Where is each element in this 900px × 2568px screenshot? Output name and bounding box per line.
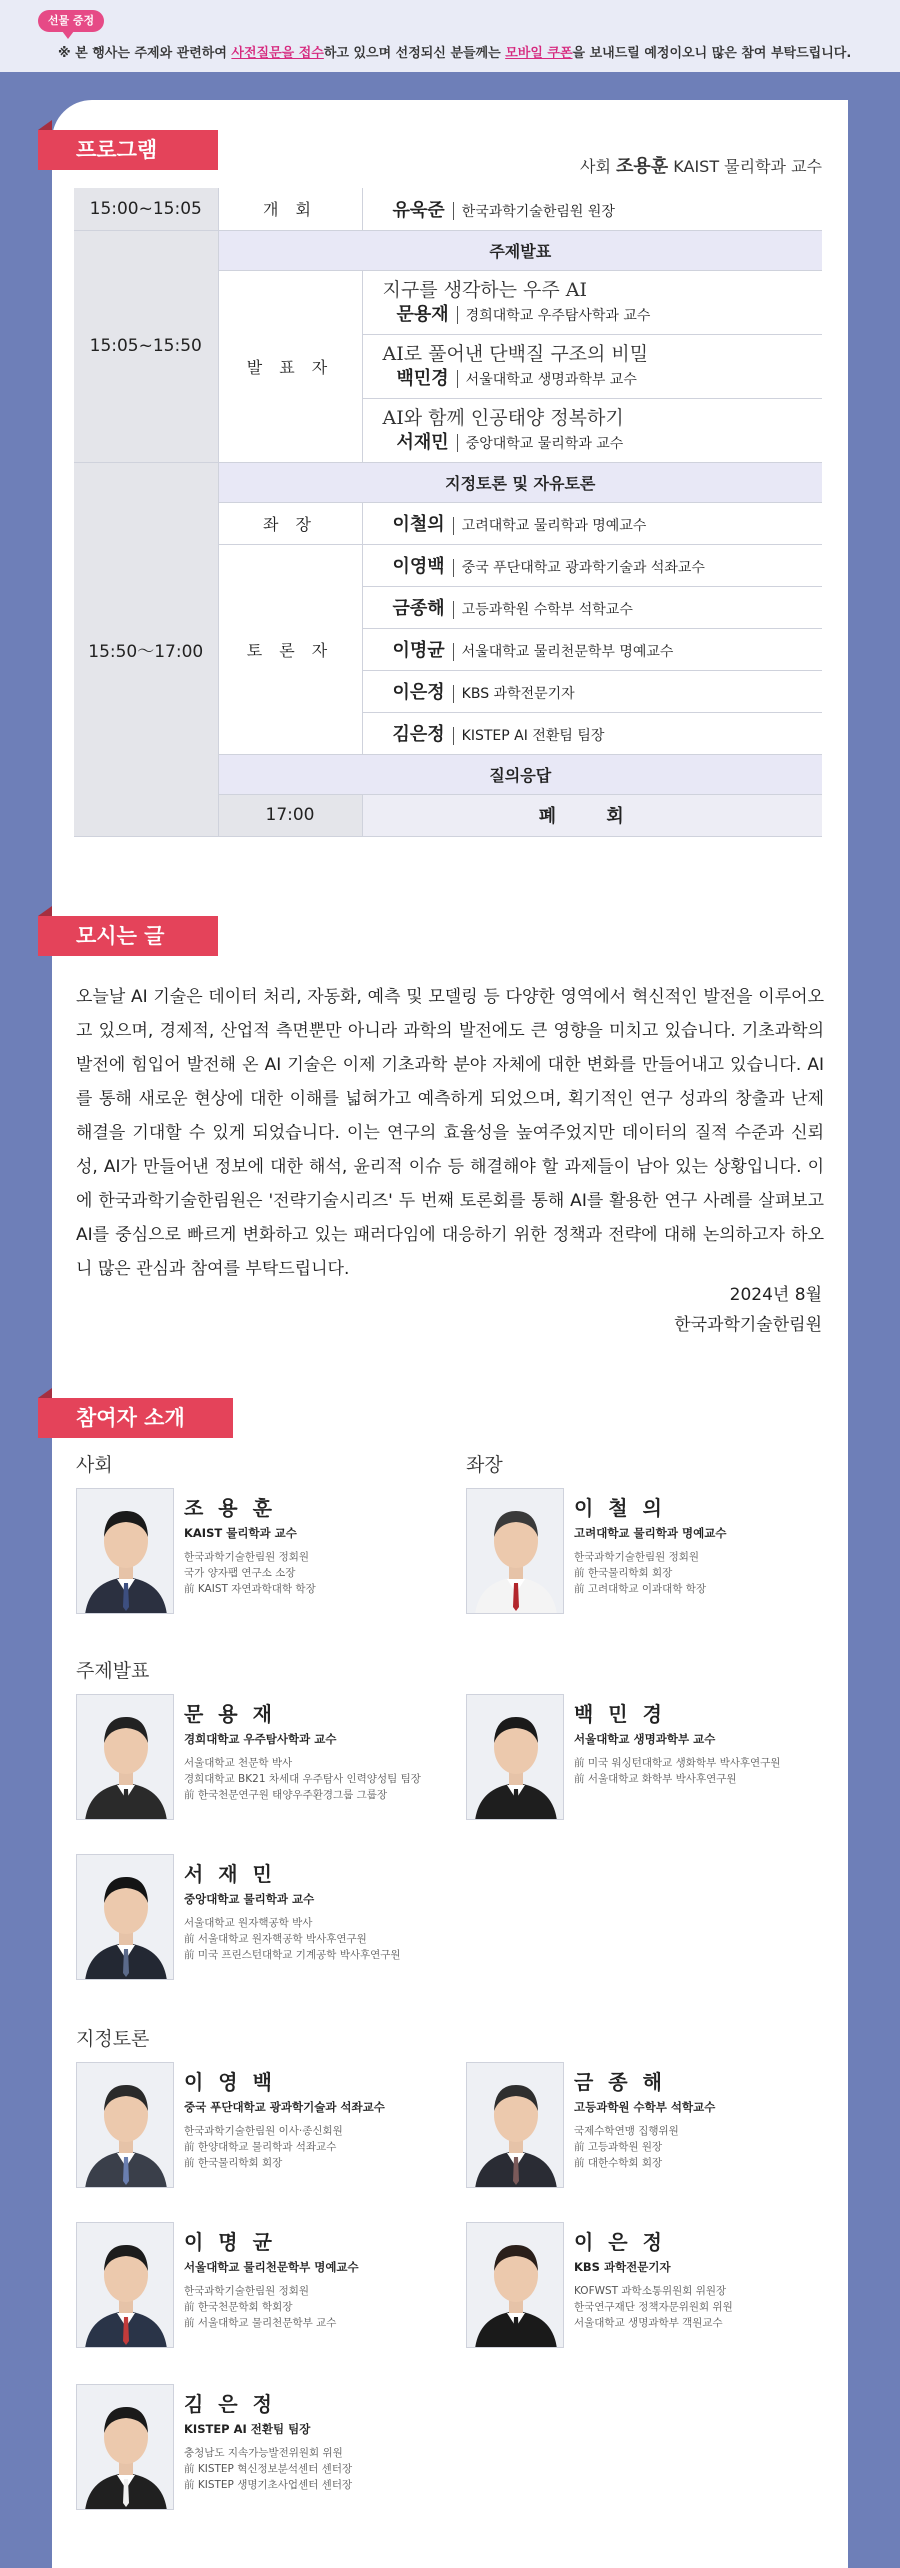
person-cell — [362, 544, 822, 586]
participant-career-line: 前 한국천문연구원 태양우주환경그룹 그룹장 — [184, 1789, 388, 1801]
participant-career-line: 충청남도 지속가능발전위원회 위원 — [184, 2447, 343, 2459]
moderator-prefix: 사회 — [580, 157, 611, 176]
participant-career-line: 前 서울대학교 물리천문학부 교수 — [184, 2317, 337, 2329]
program-section-tab: 프로그램 — [38, 130, 218, 170]
greeting-body: 오늘날 AI 기술은 데이터 처리, 자동화, 예측 및 모델링 등 다양한 영역에서 혁신적인 발전을 이루어오고 있으며, 경제적, 산업적 측면뿐만 아니라 과학의 발전에도 큰 영향을 미치고 있습니다. 기초과학의 발전에 힘입어 발전해 온 AI 기술은 이제 기초과학 분야 자체에 대한 변화를 만들어내고 있습니다. AI를 통해 새로운 현상에 대한 이해를 넓혀가고 예측하게 되었으며, 획기적인 연구 성과의 창출과 난제 해결을 기대할 수 있게 되었습니다. 이는 연구의 효율성을 높여주었지만 데이터의 질적 수준과 신뢰성, AI가 만들어낸 정보에 대한 해석, 윤리적 이슈 등 해결해야 할 과제들이 남아 있는 상황입니다. 이에 한국과학기술한림원은 '전략기술시리즈' 두 번째 토론회를 통해 AI를 활용한 연구 사례를 살펴보고 AI를 중심으로 빠르게 변화하고 있는 패러다임에 대응하기 위한 정책과 전략에 대해 논의하고자 하오니 많은 관심과 참여를 부탁드립니다. — [76, 987, 824, 1279]
talk-title: 지구를 생각하는 우주 AI — [382, 278, 588, 301]
qa-row: 질의응답 — [218, 754, 822, 794]
person-name: 이은정 — [392, 682, 445, 703]
participant-card — [466, 1488, 826, 1618]
participant-career-line: 前 KAIST 자연과학대학 학장 — [184, 1583, 316, 1595]
person-name: 이명균 — [392, 640, 445, 661]
participant-info — [574, 2226, 826, 2331]
section-header: 주제발표 — [218, 230, 822, 270]
notice-highlight-coupon: 모바일 쿠폰 — [505, 46, 573, 61]
group-title-panel: 지정토론 — [76, 2028, 150, 2050]
participant-career-line: 前 대한수학회 회장 — [574, 2157, 663, 2169]
participant-title: 서울대학교 생명과학부 교수 — [574, 1732, 716, 1746]
talk-cell — [362, 334, 822, 398]
participant-title: 중국 푸단대학교 광과학기술과 석좌교수 — [184, 2100, 385, 2114]
participant-career-line: 한국연구재단 정책자문위원회 위원 — [574, 2301, 733, 2313]
participant-name: 백 민 경 — [574, 1702, 666, 1726]
participant-info — [184, 2388, 436, 2493]
participant-name: 문 용 재 — [184, 1702, 276, 1726]
person-name: 김은정 — [392, 724, 445, 745]
talk-cell — [362, 270, 822, 334]
participant-career-line: 한국과학기술한림원 정회원 — [184, 2285, 310, 2297]
participant-career-line: 서울대학교 생명과학부 객원교수 — [574, 2317, 723, 2329]
participant-info — [184, 2226, 436, 2331]
group-title-moderator: 사회 — [76, 1454, 113, 1476]
notice-text — [58, 42, 851, 61]
participant-name: 조 용 훈 — [184, 1496, 276, 1520]
participants-section-tab: 참여자 소개 — [38, 1398, 233, 1438]
participant-career — [184, 2123, 436, 2171]
section-header: 지정토론 및 자유토론 — [218, 462, 822, 502]
participant-career-line: 서울대학교 원자핵공학 박사 — [184, 1917, 313, 1929]
participant-info — [574, 2066, 826, 2171]
participant-name: 서 재 민 — [184, 1862, 276, 1886]
participant-career-line: 서울대학교 천문학 박사 — [184, 1757, 293, 1769]
participant-info — [184, 2066, 436, 2171]
participant-career-line: KOFWST 과학소통위원회 위원장 — [574, 2285, 727, 2297]
time-cell: 15:05~15:50 — [74, 230, 218, 462]
program-table — [74, 188, 822, 837]
participant-info — [184, 1858, 436, 1963]
participant-career-line: 前 미국 프린스턴대학교 기계공학 박사후연구원 — [184, 1949, 401, 1961]
participant-career-line: 前 한양대학교 물리학과 석좌교수 — [184, 2141, 337, 2153]
participant-title: KISTEP AI 전환팀 팀장 — [184, 2422, 311, 2436]
person-affil: KBS 과학전문기자 — [461, 686, 575, 702]
table-row — [74, 462, 822, 502]
participant-career-line: 한국과학기술한림원 정회원 — [184, 1551, 310, 1563]
participant-card — [76, 1854, 436, 1984]
participant-card — [466, 2222, 826, 2352]
participant-title: 고등과학원 수학부 석학교수 — [574, 2100, 716, 2114]
participant-photo — [466, 1694, 564, 1820]
participant-card — [76, 1488, 436, 1618]
person-affil: KISTEP AI 전환팀 팀장 — [461, 728, 605, 744]
participant-card — [466, 1694, 826, 1824]
participant-info — [574, 1698, 826, 1787]
participant-card — [76, 2384, 436, 2514]
participant-info — [184, 1492, 436, 1597]
participant-name: 이 영 백 — [184, 2070, 276, 2094]
participant-photo — [466, 2222, 564, 2348]
participant-title: 고려대학교 물리학과 명예교수 — [574, 1526, 727, 1540]
participant-name: 이 은 정 — [574, 2230, 666, 2254]
person-affil: 고려대학교 물리학과 명예교수 — [461, 518, 647, 534]
participant-career-line: 前 서울대학교 원자핵공학 박사후연구원 — [184, 1933, 367, 1945]
greeting-signature — [674, 1280, 822, 1340]
participant-photo — [76, 1694, 174, 1820]
participant-title: KAIST 물리학과 교수 — [184, 1526, 297, 1540]
person-affil: 고등과학원 수학부 석학교수 — [461, 602, 633, 618]
participant-card — [76, 2222, 436, 2352]
participant-title: 서울대학교 물리천문학부 명예교수 — [184, 2260, 359, 2274]
group-title-topic: 주제발표 — [76, 1660, 150, 1682]
participant-card — [76, 2062, 436, 2192]
participant-career — [184, 2445, 436, 2493]
role-cell: 토 론 자 — [218, 544, 362, 754]
talk-title: AI로 풀어낸 단백질 구조의 비밀 — [382, 342, 649, 365]
group-title-chair: 좌장 — [466, 1454, 503, 1476]
participant-career-line: 한국과학기술한림원 이사·종신회원 — [184, 2125, 343, 2137]
notice-text-part: 을 보내드릴 예정이오니 많은 참여 부탁드립니다. — [572, 46, 852, 61]
time-cell: 15:50～17:00 — [74, 462, 218, 836]
notice-text-part: 하고 있으며 선정되신 분들께는 — [323, 46, 506, 61]
person-name: 이영백 — [392, 556, 445, 577]
moderator-name: 조용훈 — [616, 156, 669, 177]
participant-career-line: 前 KISTEP 혁신정보분석센터 센터장 — [184, 2463, 353, 2475]
participant-career-line: 한국과학기술한림원 정회원 — [574, 1551, 700, 1563]
participant-career — [184, 1755, 436, 1803]
participant-career — [574, 2283, 826, 2331]
participant-career — [574, 1755, 826, 1787]
role-cell: 좌 장 — [218, 502, 362, 544]
moderator-affil: KAIST 물리학과 교수 — [673, 157, 822, 176]
participant-title: KBS 과학전문기자 — [574, 2260, 671, 2274]
person-name: 백민경 — [396, 367, 449, 389]
person-affil: 서울대학교 물리천문학부 명예교수 — [461, 644, 674, 660]
participant-career-line: 前 한국물리학회 회장 — [184, 2157, 283, 2169]
participant-career — [184, 1549, 436, 1597]
participant-career — [184, 2283, 436, 2331]
participant-career — [184, 1915, 436, 1963]
participant-career-line: 국가 양자팹 연구소 소장 — [184, 1567, 296, 1579]
participant-photo — [76, 2384, 174, 2510]
participant-name: 김 은 정 — [184, 2392, 276, 2416]
table-row — [74, 230, 822, 270]
greeting-section-tab: 모시는 글 — [38, 916, 218, 956]
participant-name: 금 종 해 — [574, 2070, 666, 2094]
gift-badge: 선물 증정 — [38, 10, 104, 32]
person-cell — [362, 188, 822, 230]
participant-photo — [466, 2062, 564, 2188]
participant-career — [574, 1549, 826, 1597]
greeting-org: 한국과학기술한림원 — [674, 1315, 822, 1335]
person-name: 이철의 — [392, 514, 445, 535]
talk-cell — [362, 398, 822, 462]
participant-career-line: 前 미국 워싱턴대학교 생화학부 박사후연구원 — [574, 1757, 781, 1769]
participant-career-line: 前 고려대학교 이과대학 학장 — [574, 1583, 707, 1595]
participant-photo — [466, 1488, 564, 1614]
participant-career-line: 前 한국천문학회 학회장 — [184, 2301, 293, 2313]
person-cell — [362, 628, 822, 670]
greeting-date: 2024년 8월 — [729, 1285, 822, 1305]
role-cell: 발 표 자 — [218, 270, 362, 462]
participant-career-line: 前 서울대학교 화학부 박사후연구원 — [574, 1773, 737, 1785]
person-name: 금종해 — [392, 598, 445, 619]
notice-text-part: ※ 본 행사는 주제와 관련하여 — [58, 46, 232, 61]
time-cell: 15:00~15:05 — [74, 188, 218, 230]
participant-name: 이 명 균 — [184, 2230, 276, 2254]
person-cell — [362, 712, 822, 754]
notice-banner — [0, 0, 900, 72]
participant-photo — [76, 2062, 174, 2188]
participant-title: 중앙대학교 물리학과 교수 — [184, 1892, 315, 1906]
participant-card — [466, 2062, 826, 2192]
participant-career-line: 국제수학연맹 집행위원 — [574, 2125, 679, 2137]
person-affil: 중앙대학교 물리학과 교수 — [465, 435, 624, 452]
role-cell: 개 회 — [218, 188, 362, 230]
participant-info — [184, 1698, 436, 1803]
participant-photo — [76, 1488, 174, 1614]
talk-title: AI와 함께 인공태양 정복하기 — [382, 406, 624, 429]
participant-career-line: 前 KISTEP 생명기초사업센터 센터장 — [184, 2479, 353, 2491]
participant-title: 경희대학교 우주탐사학과 교수 — [184, 1732, 337, 1746]
person-cell — [362, 670, 822, 712]
person-cell — [362, 502, 822, 544]
person-affil: 중국 푸단대학교 광과학기술과 석좌교수 — [461, 560, 705, 576]
participant-career-line: 前 고등과학원 원장 — [574, 2141, 663, 2153]
participant-name: 이 철 의 — [574, 1496, 666, 1520]
person-cell — [362, 586, 822, 628]
participant-career — [574, 2123, 826, 2171]
person-affil: 한국과학기술한림원 원장 — [461, 203, 615, 220]
participant-info — [574, 1492, 826, 1597]
person-affil: 경희대학교 우주탐사학과 교수 — [465, 307, 651, 324]
time-cell: 17:00 — [218, 794, 362, 836]
participant-photo — [76, 1854, 174, 1980]
participant-photo — [76, 2222, 174, 2348]
person-name: 서재민 — [396, 431, 449, 453]
program-moderator — [580, 152, 822, 178]
participant-card — [76, 1694, 436, 1824]
participant-career-line: 前 한국물리학회 회장 — [574, 1567, 673, 1579]
table-row — [74, 188, 822, 230]
closing-cell: 폐 회 — [362, 794, 822, 836]
person-name: 문용재 — [396, 303, 449, 325]
participant-career-line: 경희대학교 BK21 차세대 우주탐사 인력양성팀 팀장 — [184, 1773, 421, 1785]
notice-highlight-question: 사전질문을 접수 — [231, 46, 324, 61]
person-affil: 서울대학교 생명과학부 교수 — [465, 371, 637, 388]
person-name: 유욱준 — [392, 199, 445, 221]
